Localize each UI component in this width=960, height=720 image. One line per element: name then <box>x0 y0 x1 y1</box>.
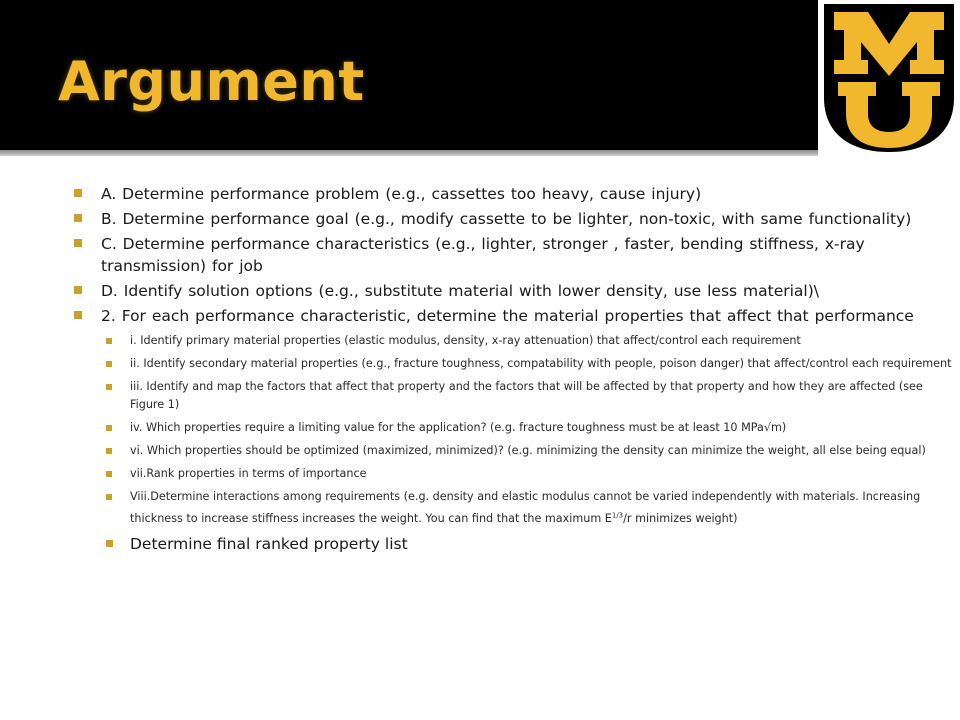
list-item <box>74 208 954 230</box>
sub-list-item <box>104 378 956 414</box>
list-item <box>74 233 954 277</box>
list-item-text: A. Determine performance problem (e.g., cassettes too heavy, cause injury) <box>101 185 702 203</box>
sub-list-item <box>104 488 956 528</box>
sub-list-item-text: iv. Which properties require a limiting value for the application? (e.g. fracture toughness must be at least 10 MPa√m) <box>130 421 787 434</box>
list-item-text: C. Determine performance characteristics (e.g., lighter, stronger , faster, bending stiffness, x-ray transmission) for job <box>101 235 865 275</box>
list-item <box>104 533 956 555</box>
sub-list-item <box>104 355 956 373</box>
mu-logo-icon <box>822 2 956 154</box>
sub-list-item-text: vii.Rank properties in terms of importance <box>130 467 367 480</box>
exponent: 1/3 <box>611 511 624 519</box>
list-item-text: B. Determine performance goal (e.g., modify cassette to be lighter, non-toxic, with same functionality) <box>101 210 912 228</box>
sub-list-item-text: iii. Identify and map the factors that affect that property and the factors that will be affected by that property and how they are affected (see Figure 1) <box>130 380 923 411</box>
sub-list <box>104 332 956 555</box>
sub-list-item <box>104 419 956 437</box>
bullet-square-icon <box>74 311 82 319</box>
sub-text-before: Viii.Determine interactions among requirements (e.g. density and elastic modulus cannot be varied independently with materials. Increasing thickness to increase stiffness increases the weight. You can find that the maximum E <box>130 490 921 525</box>
title-bar <box>0 0 818 150</box>
bullet-square-icon <box>106 384 112 390</box>
bullet-square-icon <box>106 361 112 367</box>
sub-list-item <box>104 442 956 460</box>
list-item <box>74 305 954 327</box>
bullet-square-icon <box>106 494 112 500</box>
list-item <box>74 183 954 205</box>
title-divider <box>0 150 818 156</box>
bullet-square-icon <box>106 448 112 454</box>
bullet-square-icon <box>106 471 112 477</box>
sub-list-item-text <box>130 490 920 525</box>
sub-list-item-text: vi. Which properties should be optimized (maximized, minimized)? (e.g. minimizing the density can minimize the weight, all else being equal) <box>130 444 926 457</box>
sub-list-item-text: i. Identify primary material properties (elastic modulus, density, x-ray attenuation) that affect/control each requirement <box>130 334 801 347</box>
sub-text-after: /r minimizes weight) <box>623 511 738 525</box>
list-item-text: D. Identify solution options (e.g., substitute material with lower density, use less material)\ <box>101 282 819 300</box>
bullet-square-icon <box>74 189 82 197</box>
bullet-square-icon <box>74 286 82 294</box>
mu-logo <box>818 0 960 156</box>
list-item-text: Determine final ranked property list <box>130 534 408 553</box>
sub-list-item-text: ii. Identify secondary material properties (e.g., fracture toughness, compatability with people, poison danger) that affect/control each requirement <box>130 357 952 370</box>
sub-list-item <box>104 332 956 350</box>
sub-list-item <box>104 465 956 483</box>
bullet-square-icon <box>106 425 112 431</box>
bullet-square-icon <box>106 338 112 344</box>
bullet-square-icon <box>106 540 113 547</box>
list-item <box>74 280 954 302</box>
slide-title: Argument <box>58 50 365 113</box>
slide-body <box>74 183 954 555</box>
bullet-square-icon <box>74 239 82 247</box>
bullet-square-icon <box>74 214 82 222</box>
list-item-text: 2. For each performance characteristic, determine the material properties that affect that performance <box>101 307 914 325</box>
